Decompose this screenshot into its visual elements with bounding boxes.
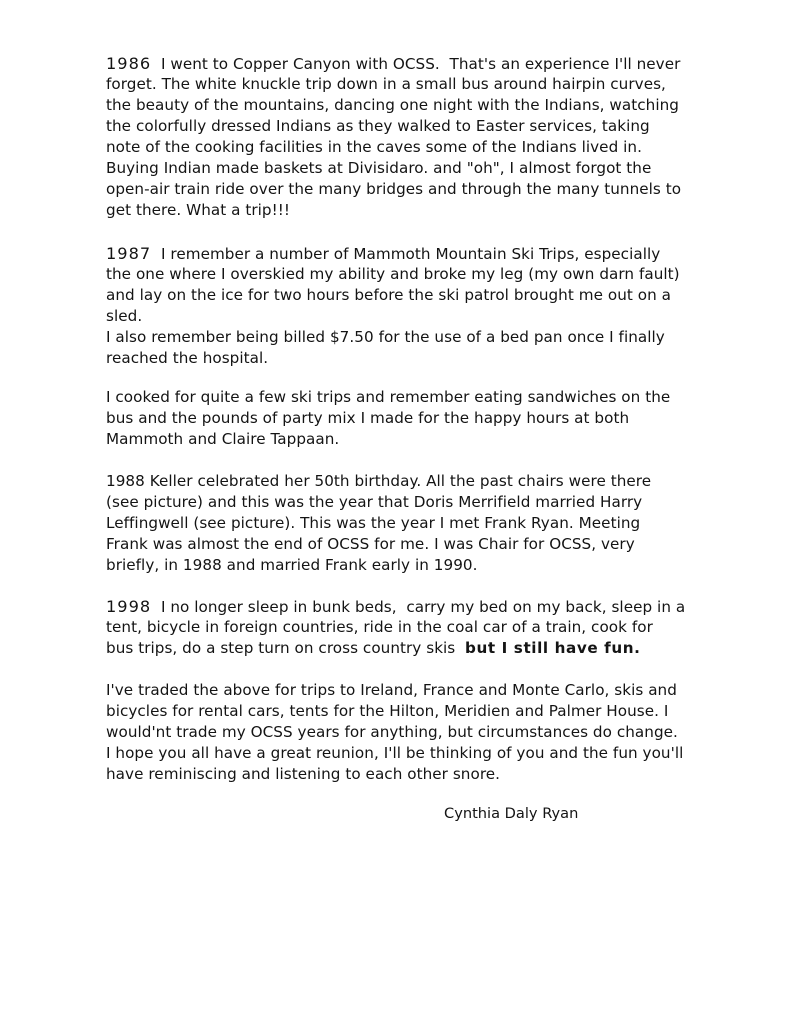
text-line: tent, bicycle in foreign countries, ride in the coal car of a train, cook for — [106, 618, 653, 636]
text-line: Buying Indian made baskets at Divisidaro. and "oh", I almost forgot the — [106, 159, 652, 177]
text-line: sled. — [106, 307, 143, 325]
text-line: Leffingwell (see picture). This was the year I met Frank Ryan. Meeting — [106, 514, 641, 532]
paragraph-ski-cooking — [106, 387, 670, 450]
text-line: and lay on the ice for two hours before the ski patrol brought me out on a — [106, 286, 672, 304]
text-line: bus and the pounds of party mix I made for the happy hours at both — [106, 409, 630, 427]
text-line: open-air train ride over the many bridges and through the many tunnels to — [106, 180, 682, 198]
text-line: Frank was almost the end of OCSS for me. I was Chair for OCSS, very — [106, 535, 635, 553]
text-line: Mammoth and Claire Tappaan. — [106, 430, 340, 448]
text-line: bus trips, do a step turn on cross country skis but I still have fun. — [106, 639, 641, 657]
paragraph-1988 — [106, 471, 651, 576]
text-line: bicycles for rental cars, tents for the Hilton, Meridien and Palmer House. I — [106, 702, 669, 720]
text-line: the beauty of the mountains, dancing one night with the Indians, watching — [106, 96, 679, 114]
year-label: 1987 — [106, 244, 152, 263]
paragraph-1986 — [106, 53, 681, 221]
text-line: the colorfully dressed Indians as they walked to Easter services, taking — [106, 117, 650, 135]
text-line: have reminiscing and listening to each other snore. — [106, 765, 501, 783]
paragraph-closing — [106, 680, 683, 785]
text-line: 1988 Keller celebrated her 50th birthday. All the past chairs were there — [106, 472, 652, 490]
text-line: I also remember being billed $7.50 for the use of a bed pan once I finally — [106, 328, 665, 346]
text-line: 1986 I went to Copper Canyon with OCSS. That's an experience I'll never — [106, 54, 681, 73]
signature: Cynthia Daly Ryan — [444, 805, 579, 822]
text-line: I cooked for quite a few ski trips and remember eating sandwiches on the — [106, 388, 671, 406]
text-line: 1987 I remember a number of Mammoth Mountain Ski Trips, especially — [106, 244, 661, 263]
text-line: I've traded the above for trips to Ireland, France and Monte Carlo, skis and — [106, 681, 677, 699]
emphasis-text: but I still have fun. — [465, 639, 641, 657]
text-line: forget. The white knuckle trip down in a small bus around hairpin curves, — [106, 75, 666, 93]
text-line: note of the cooking facilities in the caves some of the Indians lived in. — [106, 138, 642, 156]
paragraph-1998 — [106, 596, 685, 659]
text-line: briefly, in 1988 and married Frank early in 1990. — [106, 556, 478, 574]
text-line: reached the hospital. — [106, 349, 269, 367]
text-line: (see picture) and this was the year that Doris Merrifield married Harry — [106, 493, 643, 511]
text-line: I hope you all have a great reunion, I'll be thinking of you and the fun you'll — [106, 744, 684, 762]
text-line: the one where I overskied my ability and broke my leg (my own darn fault) — [106, 265, 680, 283]
year-label: 1998 — [106, 597, 152, 616]
text-line: would'nt trade my OCSS years for anything, but circumstances do change. — [106, 723, 678, 741]
text-line: get there. What a trip!!! — [106, 201, 291, 219]
year-label: 1986 — [106, 54, 152, 73]
paragraph-1987 — [106, 243, 680, 369]
text-line: 1998 I no longer sleep in bunk beds, carry my bed on my back, sleep in a — [106, 597, 686, 616]
